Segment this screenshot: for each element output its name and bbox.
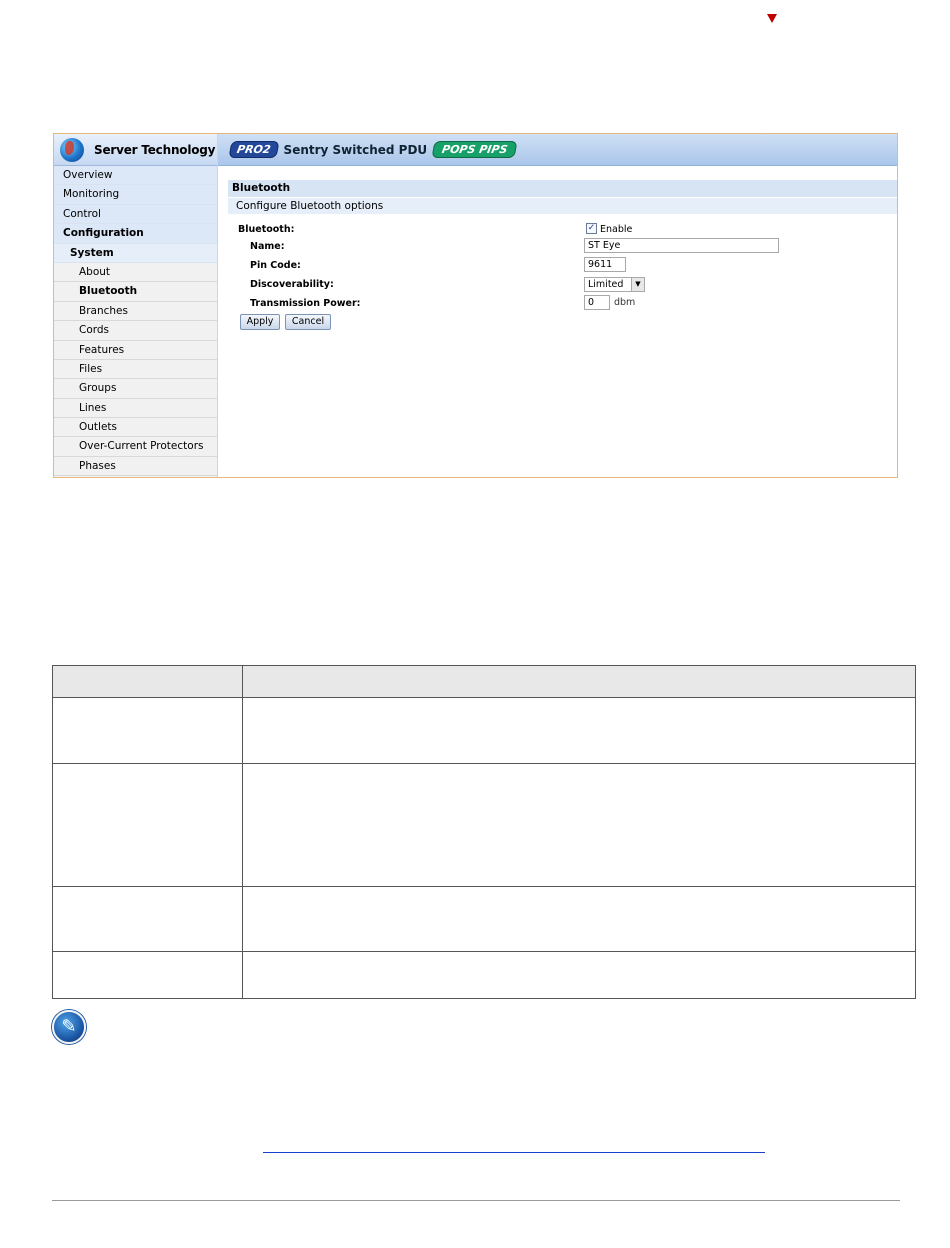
name-label: Name: [250, 241, 285, 252]
discoverability-select[interactable] [584, 277, 645, 292]
product-title: Sentry Switched PDU [283, 142, 428, 157]
enable-checkbox[interactable] [586, 223, 597, 234]
sidebar-item-bluetooth[interactable]: Bluetooth [54, 282, 217, 301]
globe-logo-icon [60, 138, 84, 162]
discoverability-value: Limited [588, 279, 624, 290]
sidebar [54, 134, 218, 477]
enable-label: Enable [600, 224, 633, 235]
sidebar-item-cords[interactable]: Cords [54, 321, 217, 340]
settings-table [52, 665, 916, 999]
pin-code-label: Pin Code: [250, 260, 301, 271]
table-row [53, 887, 915, 952]
power-unit: dbm [614, 297, 636, 308]
note-pencil-icon: ✎ [52, 1010, 86, 1044]
sidebar-item-files[interactable]: Files [54, 360, 217, 379]
table-row [53, 698, 915, 764]
main-panel [218, 134, 897, 477]
checkmark-icon: ✓ [587, 223, 596, 233]
sidebar-item-features[interactable]: Features [54, 341, 217, 360]
brand-name: Server Technology [94, 142, 216, 157]
page-subtitle: Configure Bluetooth options [228, 198, 897, 214]
corner-marker [767, 14, 777, 23]
sidebar-item-phases[interactable]: Phases [54, 457, 217, 476]
transmission-power-field[interactable]: 0 [584, 295, 610, 310]
sidebar-item-lines[interactable]: Lines [54, 399, 217, 418]
pro-badge: PRO2 [229, 141, 280, 158]
table-row [53, 952, 915, 998]
name-field[interactable]: ST Eye [584, 238, 779, 253]
product-header [218, 134, 897, 166]
bluetooth-label: Bluetooth: [238, 224, 295, 235]
pdu-ui-screenshot [53, 133, 898, 478]
cancel-button[interactable]: Cancel [285, 314, 331, 330]
sidebar-item-configuration[interactable]: Configuration [54, 224, 217, 243]
sidebar-item-outlets[interactable]: Outlets [54, 418, 217, 437]
pin-code-field[interactable]: 9611 [584, 257, 626, 272]
sidebar-item-over-current-protectors[interactable]: Over-Current Protectors [54, 437, 217, 456]
table-header-row [53, 666, 915, 698]
pops-pips-badge: POPS PIPS [432, 141, 518, 158]
sidebar-item-system[interactable]: System [54, 244, 217, 263]
hyperlink-underline[interactable] [263, 1152, 765, 1153]
sidebar-item-branches[interactable]: Branches [54, 302, 217, 321]
sidebar-item-monitoring[interactable]: Monitoring [54, 185, 217, 204]
sidebar-item-about[interactable]: About [54, 263, 217, 282]
table-column-divider [242, 666, 243, 998]
page-title: Bluetooth [228, 180, 897, 197]
apply-button[interactable]: Apply [240, 314, 280, 330]
discoverability-label: Discoverability: [250, 279, 334, 290]
sidebar-item-groups[interactable]: Groups [54, 379, 217, 398]
dropdown-arrow-icon[interactable]: ▼ [631, 278, 644, 291]
transmission-power-label: Transmission Power: [250, 298, 361, 309]
brand-header [54, 134, 217, 166]
sidebar-item-overview[interactable]: Overview [54, 166, 217, 185]
sidebar-item-control[interactable]: Control [54, 205, 217, 224]
table-row [53, 764, 915, 887]
footer-divider [52, 1200, 900, 1201]
